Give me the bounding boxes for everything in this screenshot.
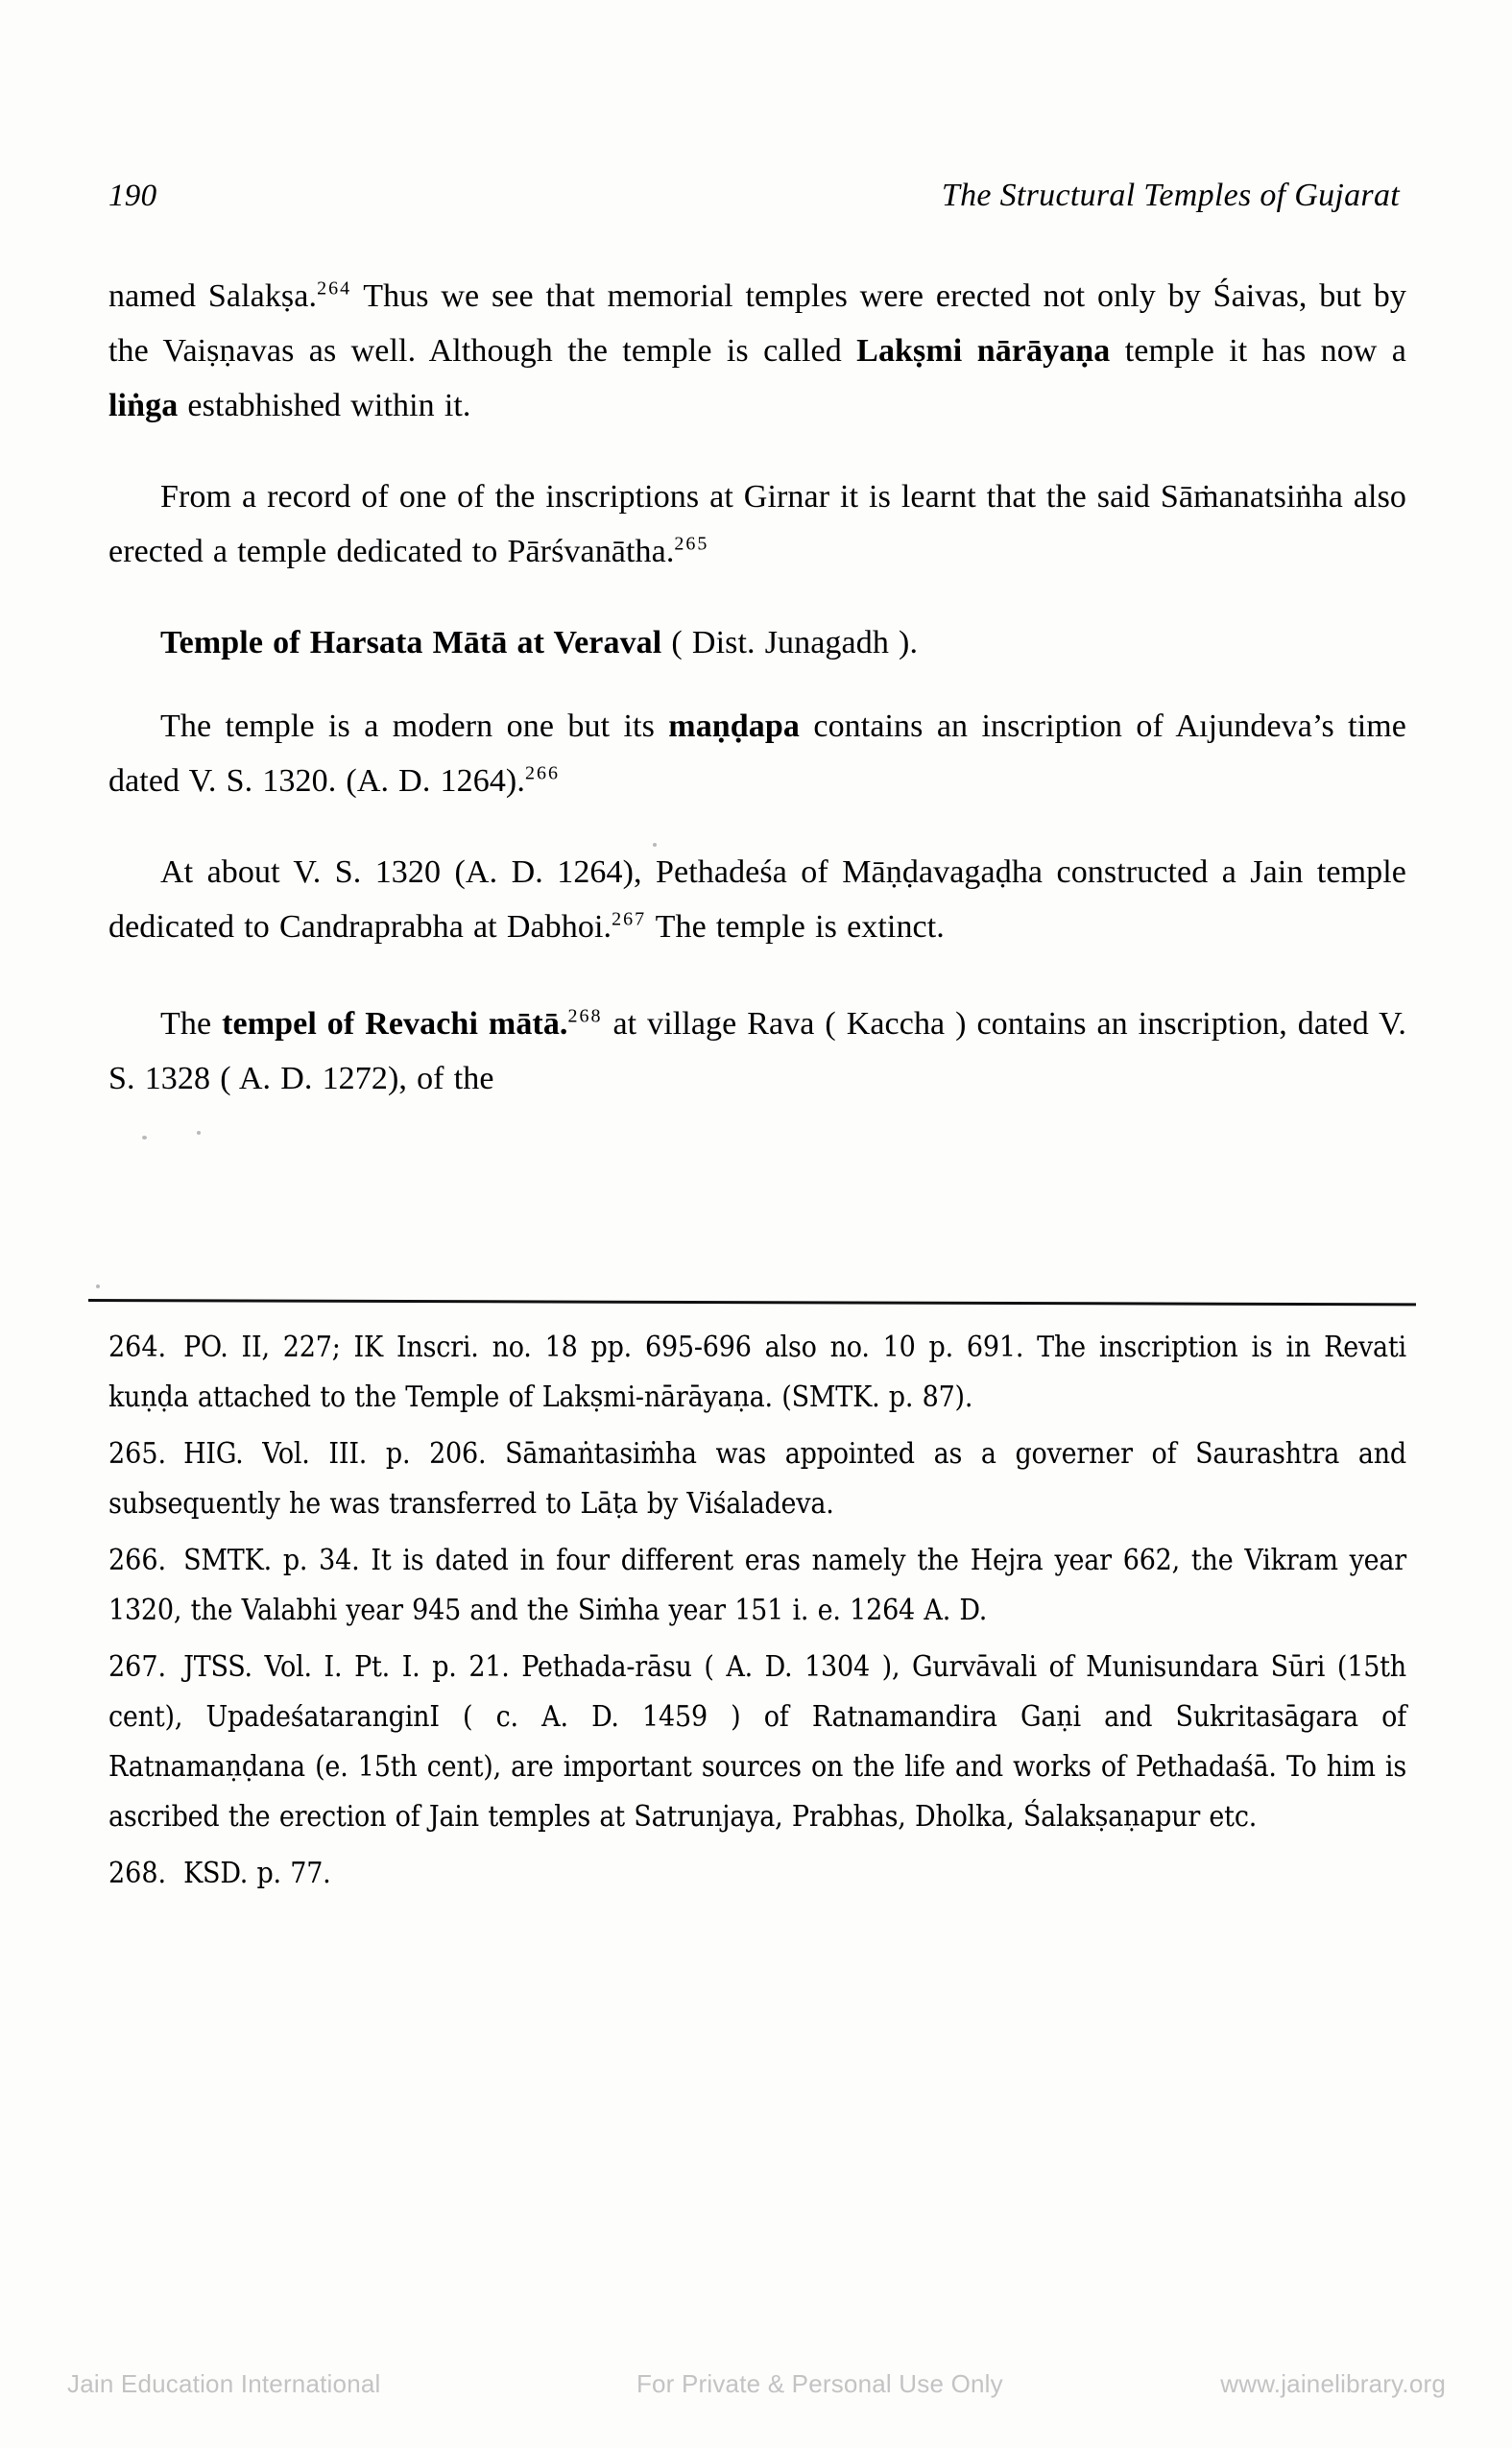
segment: The [160,1006,223,1042]
footer-left-text: Jain Education International [67,2369,381,2398]
term-tempel-revachi-mata: tempel of Revachi mātā. [222,1006,568,1042]
paragraph-girnar [108,469,1406,579]
scan-speck [96,1284,100,1288]
footnote-267 [108,1643,1406,1842]
footnote-marker-265: 265 [674,533,709,555]
segment: named Salakṣa. [108,278,318,314]
footnote-marker-266: 266 [524,762,560,784]
footnote-number: 268. [108,1857,167,1890]
footnote-text: HIG. Vol. III. p. 206. Sāmaṅtasiṁha was appointed as a governer of Saurashtra and subsequently he was transferred to Lāṭa by Viśaladeva. [108,1437,1406,1521]
segment: estabhished within it. [178,388,471,423]
footnote-268 [108,1849,1406,1899]
footnote-number: 267. [108,1650,167,1684]
footnote-264 [108,1323,1406,1423]
footer-center-text: For Private & Personal Use Only [636,2369,1003,2398]
footnote-number: 265. [108,1437,167,1471]
segment: Thus we see that memorial temples were erected not only by Śaivas, but by the Vaiṣṇavas as well. Although the temple is called [108,278,1407,369]
term-lakshmi-narayana: Lakṣmi nārāyaṇa [856,333,1111,369]
footer-right-link[interactable]: www.jainelibrary.org [1220,2369,1446,2398]
body-text [108,269,1406,1106]
footnote-block [108,1323,1406,1906]
segment: At about V. S. 1320 (A. D. 1264), Pethadeśa of Māṇḍavagaḍha constructed a Jain temple dedicated to Candraprabha at Dabhoi. [108,854,1406,945]
segment: at village Rava ( Kaccha ) contains an inscription, dated V. S. 1328 ( A. D. 1272), of the [108,1006,1407,1096]
footnote-number: 264. [108,1331,167,1364]
footnote-text: PO. II, 227; IK Inscri. no. 18 pp. 695-696 also no. 10 p. 691. The inscription is in Revati kuṇḍa attached to the Temple of Lakṣmi-nārāyaṇa. (SMTK. p. 87). [108,1331,1406,1414]
segment: From a record of one of the inscriptions at Girnar it is learnt that the said Sāṁanatsiṅha also erected a temple dedicated to Pārśvanātha. [108,479,1406,569]
paragraph-heading-harsata-mata [108,615,1406,670]
section-heading: Temple of Harsata Mātā at Veraval [160,625,662,660]
footnote-marker-267: 267 [612,908,647,930]
scan-speck [653,843,657,847]
segment: contains an inscription of Aıjundeva’s time dated V. S. 1320. (A. D. 1264). [108,708,1406,799]
segment: temple it has now a [1110,333,1406,369]
scan-speck [197,1131,201,1135]
term-linga: liṅga [108,388,179,423]
footnote-marker-268: 268 [567,1005,603,1027]
paragraph-pethadesa [108,845,1406,954]
scan-speck [142,1136,147,1140]
footer-watermark [67,2369,1450,2399]
footnote-text: KSD. p. 77. [183,1857,331,1890]
segment: The temple is extinct. [646,909,945,945]
footnote-separator-rule [88,1299,1416,1306]
footnote-marker-264: 264 [317,277,352,300]
page-number: 190 [108,179,157,213]
segment: ( Dist. Junagadh ). [661,625,919,660]
footnote-text: SMTK. p. 34. It is dated in four different eras namely the Hejra year 662, the Vikram year 1320, the Valabhi year 945 and the Siṁha year 151 i. e. 1264 A. D. [108,1544,1406,1627]
footnote-265 [108,1429,1406,1529]
footnote-266 [108,1536,1406,1636]
running-title: The Structural Temples of Gujarat [941,178,1400,213]
term-mandapa: maṇḍapa [668,708,801,744]
segment: The temple is a modern one but its [160,708,669,744]
footnote-number: 266. [108,1544,167,1577]
running-head [108,178,1409,222]
paragraph-salaksa [108,269,1406,433]
footnote-text: JTSS. Vol. I. Pt. I. p. 21. Pethada-rāsu ( A. D. 1304 ), Gurvāvali of Munisundara Sūri (15th cent), UpadeśataranginI ( c. A. D. 1459 ) of Ratnamandira Gaṇi and Sukritasāgara of Ratnamaṇḍana (e. 15th cent), are important sources on the life and works of Pethadaśā. To him is ascribed the erection of Jain temples at Satrunjaya, Prabhas, Dholka, Śalakṣaṇapur etc. [108,1650,1406,1834]
paragraph-revachi-mata [108,996,1406,1106]
paragraph-modern-temple [108,699,1406,808]
